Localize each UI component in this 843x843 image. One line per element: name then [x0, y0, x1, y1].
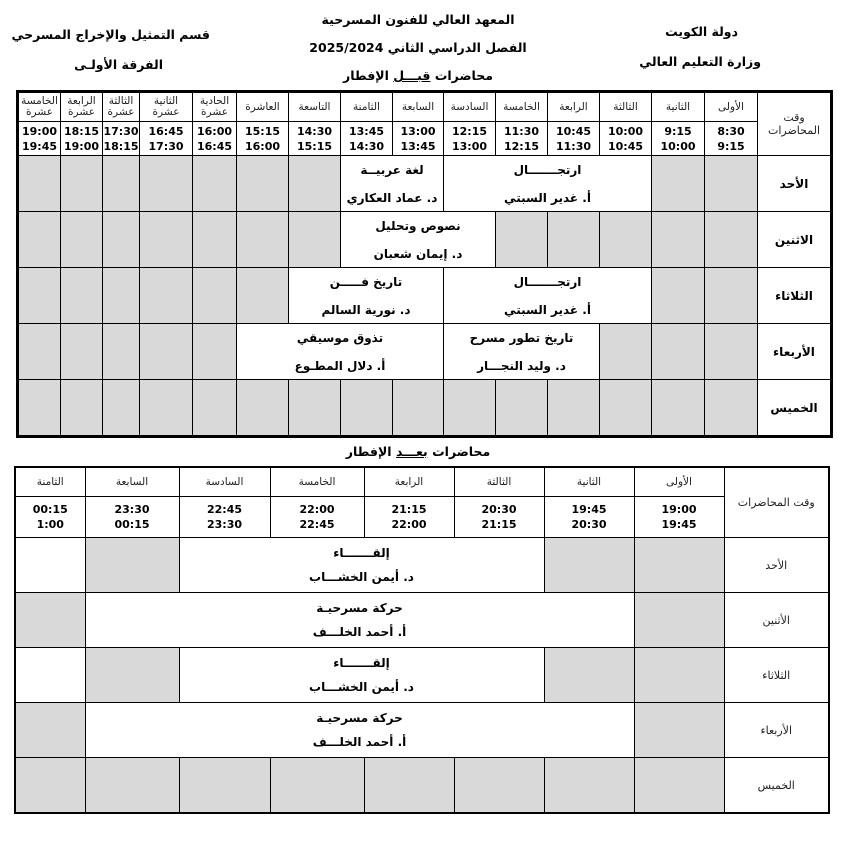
period-end: 00:15	[114, 518, 150, 531]
period-end: 20:30	[571, 518, 607, 531]
period-start: 22:45	[206, 503, 242, 516]
empty-slot	[652, 324, 705, 380]
empty-slot	[61, 268, 103, 324]
class-subject: ارتجـــــــال	[513, 162, 582, 177]
period-end: 11:30	[555, 139, 591, 153]
period-end: 16:00	[244, 139, 280, 153]
empty-slot	[18, 268, 61, 324]
empty-slot	[705, 212, 758, 268]
period-name: الثالثة عشرة	[103, 92, 140, 122]
semester-label: الفصل الدراسي الثاني 2025/2024	[309, 40, 527, 55]
day-label: الأحد	[724, 538, 829, 593]
period-name: الحادية عشرة	[193, 92, 237, 122]
class-block	[341, 212, 496, 268]
department-name: قسم التمثيل والإخراج المسرحي	[11, 27, 210, 42]
section1-title-prefix: محاضرات	[434, 68, 493, 83]
empty-slot	[454, 758, 544, 814]
period-end: 19:00	[63, 139, 99, 153]
empty-slot	[85, 648, 179, 703]
period-name: الأولى	[634, 467, 724, 497]
period-times-row	[18, 122, 832, 156]
day-row-wednesday	[18, 324, 832, 380]
period-start: 14:30	[296, 124, 332, 138]
period-name: الثامنة	[341, 92, 393, 122]
section1-title-word: قبـــل	[393, 68, 431, 83]
class-group: الفرقة الأولـى	[74, 57, 163, 72]
schedule-after-iftar	[14, 466, 830, 814]
period-name: الرابعة	[548, 92, 600, 122]
empty-slot	[652, 156, 705, 212]
empty-slot	[140, 212, 193, 268]
empty-slot	[341, 380, 393, 437]
class-subject: لغة عربيــة	[360, 162, 424, 177]
class-subject: إلقـــــــاء	[333, 546, 390, 560]
empty-slot	[18, 324, 61, 380]
empty-slot	[289, 156, 341, 212]
class-instructor: أ. غدير السبتي	[504, 190, 591, 205]
day-label: الخميس	[758, 380, 832, 437]
period-start: 10:00	[607, 124, 643, 138]
period-time	[179, 497, 270, 538]
period-name: الثالثة	[454, 467, 544, 497]
class-instructor: أ. دلال المطـوع	[294, 358, 386, 373]
period-end: 1:00	[36, 518, 64, 531]
period-name: الأولى	[705, 92, 758, 122]
empty-slot	[652, 380, 705, 437]
section2-title-word: بعـــد	[395, 444, 428, 459]
class-block	[237, 324, 444, 380]
class-subject: ارتجـــــــال	[513, 274, 582, 289]
period-start: 19:45	[571, 503, 607, 516]
period-time	[15, 497, 85, 538]
day-label: الأثنين	[724, 593, 829, 648]
empty-slot	[193, 156, 237, 212]
period-end: 10:45	[607, 139, 643, 153]
empty-slot	[103, 324, 140, 380]
empty-slot	[652, 212, 705, 268]
class-block	[85, 703, 634, 758]
class-block	[444, 268, 652, 324]
empty-slot	[193, 324, 237, 380]
class-block	[289, 268, 444, 324]
period-name: الثانية	[652, 92, 705, 122]
empty-slot	[634, 703, 724, 758]
empty-slot	[634, 648, 724, 703]
day-row-monday	[15, 593, 829, 648]
period-times-row	[15, 497, 829, 538]
period-start: 00:15	[32, 503, 68, 516]
period-name: العاشرة	[237, 92, 289, 122]
period-name: الخامسة	[496, 92, 548, 122]
empty-slot	[634, 758, 724, 814]
period-start: 12:15	[451, 124, 487, 138]
day-label: الأربعاء	[724, 703, 829, 758]
class-instructor: أ. غدير السبتي	[504, 302, 591, 317]
empty-slot	[18, 380, 61, 437]
empty-slot	[15, 593, 85, 648]
empty-slot	[444, 380, 496, 437]
empty-slot	[289, 212, 341, 268]
empty-slot	[544, 538, 634, 593]
class-subject: نصوص وتحليل	[375, 218, 461, 233]
day-label: الأحد	[758, 156, 832, 212]
period-time	[270, 497, 364, 538]
empty-slot	[705, 268, 758, 324]
empty-slot	[705, 380, 758, 437]
empty-slot	[193, 268, 237, 324]
period-end: 12:15	[503, 139, 539, 153]
class-instructor: د. نورية السالم	[321, 302, 411, 317]
empty-slot	[270, 758, 364, 814]
period-name: السابعة	[393, 92, 444, 122]
empty-slot	[237, 380, 289, 437]
empty-slot	[103, 268, 140, 324]
empty-slot	[364, 758, 454, 814]
empty-slot	[18, 212, 61, 268]
period-name: التاسعة	[289, 92, 341, 122]
period-start: 11:30	[503, 124, 539, 138]
class-block	[444, 324, 600, 380]
day-row-tuesday	[18, 268, 832, 324]
day-label: الثلاثاء	[724, 648, 829, 703]
day-row-thursday	[15, 758, 829, 814]
ministry-name: وزارة التعليم العالي	[639, 54, 761, 69]
class-block	[85, 593, 634, 648]
day-row-tuesday	[15, 648, 829, 703]
empty-slot	[548, 212, 600, 268]
class-subject: حركة مسرحيـة	[316, 601, 403, 615]
empty-slot	[393, 380, 444, 437]
empty-slot	[103, 380, 140, 437]
period-time	[140, 122, 193, 156]
period-time	[103, 122, 140, 156]
period-start: 9:15	[664, 124, 692, 138]
class-instructor: د. إيمان شعبان	[373, 246, 463, 261]
empty-slot	[544, 648, 634, 703]
empty-slot	[85, 758, 179, 814]
period-end: 17:30	[148, 139, 184, 153]
period-name: الرابعة عشرة	[61, 92, 103, 122]
period-name: الخامسة	[270, 467, 364, 497]
period-names-row	[18, 92, 832, 122]
period-end: 19:45	[661, 518, 697, 531]
class-instructor: د. أيمن الخشـــاب	[309, 570, 414, 584]
day-row-sunday	[15, 538, 829, 593]
period-time	[364, 497, 454, 538]
class-block	[179, 538, 544, 593]
empty-slot	[61, 380, 103, 437]
class-subject: تذوق موسيقي	[296, 330, 384, 345]
period-name: السادسة	[179, 467, 270, 497]
section1-title-suffix: الإفطار	[343, 68, 389, 83]
class-block	[444, 156, 652, 212]
empty-slot	[652, 268, 705, 324]
period-time	[444, 122, 496, 156]
period-end: 19:45	[21, 139, 57, 153]
period-name: الرابعة	[364, 467, 454, 497]
empty-slot	[237, 212, 289, 268]
period-time	[193, 122, 237, 156]
period-start: 19:00	[661, 503, 697, 516]
empty-slot	[103, 212, 140, 268]
empty-slot	[496, 212, 548, 268]
day-label: الخميس	[724, 758, 829, 814]
period-name: الثانية عشرة	[140, 92, 193, 122]
empty-slot	[140, 156, 193, 212]
empty-slot	[705, 156, 758, 212]
period-start: 15:15	[244, 124, 280, 138]
period-start: 21:15	[391, 503, 427, 516]
period-end: 14:30	[348, 139, 384, 153]
period-end: 23:30	[206, 518, 242, 531]
empty-slot	[600, 380, 652, 437]
period-name: الخامسة عشرة	[18, 92, 61, 122]
empty-slot	[237, 268, 289, 324]
period-time	[237, 122, 289, 156]
period-start: 20:30	[481, 503, 517, 516]
period-end: 15:15	[296, 139, 332, 153]
period-time	[600, 122, 652, 156]
period-time	[341, 122, 393, 156]
empty-slot	[237, 156, 289, 212]
period-time	[393, 122, 444, 156]
empty-slot	[85, 538, 179, 593]
empty-slot	[18, 156, 61, 212]
institute-name: المعهد العالي للفنون المسرحية	[321, 12, 515, 27]
empty-slot	[548, 380, 600, 437]
time-corner-label: وقت المحاضرات	[724, 467, 829, 538]
empty-slot	[600, 324, 652, 380]
period-time	[496, 122, 548, 156]
day-row-sunday	[18, 156, 832, 212]
period-end: 10:00	[660, 139, 696, 153]
period-end: 16:45	[196, 139, 232, 153]
period-end: 21:15	[481, 518, 517, 531]
period-time	[544, 497, 634, 538]
empty-slot	[61, 156, 103, 212]
period-time	[61, 122, 103, 156]
period-time	[705, 122, 758, 156]
period-name: السادسة	[444, 92, 496, 122]
time-corner-label: وقت المحاضرات	[758, 92, 832, 156]
day-label: الاثنين	[758, 212, 832, 268]
class-block	[341, 156, 444, 212]
day-label: الأربعاء	[758, 324, 832, 380]
period-time	[634, 497, 724, 538]
day-row-monday	[18, 212, 832, 268]
empty-slot	[600, 212, 652, 268]
class-instructor: د. وليد النجـــار	[477, 358, 566, 373]
period-end: 18:15	[103, 139, 139, 153]
period-time	[652, 122, 705, 156]
period-start: 16:00	[196, 124, 232, 138]
day-label: الثلاثاء	[758, 268, 832, 324]
period-end: 22:45	[299, 518, 335, 531]
period-start: 17:30	[103, 124, 139, 138]
empty-slot	[193, 380, 237, 437]
period-time	[548, 122, 600, 156]
country-name: دولة الكويت	[665, 24, 738, 39]
period-start: 16:45	[148, 124, 184, 138]
day-row-wednesday	[15, 703, 829, 758]
class-subject: حركة مسرحيـة	[316, 711, 403, 725]
empty-slot	[705, 324, 758, 380]
period-start: 19:00	[21, 124, 57, 138]
period-time	[454, 497, 544, 538]
period-names-row	[15, 467, 829, 497]
class-instructor: د. عماد العكاري	[346, 190, 438, 205]
empty-slot	[544, 758, 634, 814]
section2-title-prefix: محاضرات	[432, 444, 491, 459]
empty-slot	[61, 324, 103, 380]
period-start: 22:00	[299, 503, 335, 516]
period-start: 13:00	[400, 124, 436, 138]
empty-slot	[15, 703, 85, 758]
period-start: 8:30	[717, 124, 745, 138]
period-end: 13:45	[400, 139, 436, 153]
empty-slot	[103, 156, 140, 212]
section1-title	[343, 68, 493, 83]
period-end: 13:00	[451, 139, 487, 153]
period-name: الثانية	[544, 467, 634, 497]
period-time	[18, 122, 61, 156]
class-subject: تاريخ تطور مسرح	[469, 330, 574, 345]
class-subject: تاريخ فـــــن	[329, 274, 403, 289]
schedule-before-iftar	[16, 90, 833, 438]
day-row-thursday	[18, 380, 832, 437]
section2-title-suffix: الإفطار	[345, 444, 392, 459]
period-end: 9:15	[717, 139, 745, 153]
period-start: 23:30	[114, 503, 150, 516]
class-instructor: د. أيمن الخشـــاب	[309, 680, 414, 694]
period-name: السابعة	[85, 467, 179, 497]
period-time	[289, 122, 341, 156]
period-time	[85, 497, 179, 538]
empty-slot	[496, 380, 548, 437]
class-subject: إلقـــــــاء	[333, 656, 390, 670]
period-start: 10:45	[555, 124, 591, 138]
empty-slot	[61, 212, 103, 268]
period-end: 22:00	[391, 518, 427, 531]
class-instructor: أ. أحمد الخلـــف	[312, 625, 407, 639]
empty-slot	[179, 758, 270, 814]
period-start: 13:45	[348, 124, 384, 138]
empty-slot	[140, 380, 193, 437]
empty-slot	[634, 538, 724, 593]
empty-slot	[140, 268, 193, 324]
empty-slot	[140, 324, 193, 380]
class-block	[179, 648, 544, 703]
class-instructor: أ. أحمد الخلـــف	[312, 735, 407, 749]
empty-slot	[289, 380, 341, 437]
period-name: الثامنة	[15, 467, 85, 497]
empty-slot	[193, 212, 237, 268]
period-name: الثالثة	[600, 92, 652, 122]
section2-title	[346, 444, 491, 459]
empty-slot	[634, 593, 724, 648]
period-start: 18:15	[63, 124, 99, 138]
empty-slot	[15, 758, 85, 814]
